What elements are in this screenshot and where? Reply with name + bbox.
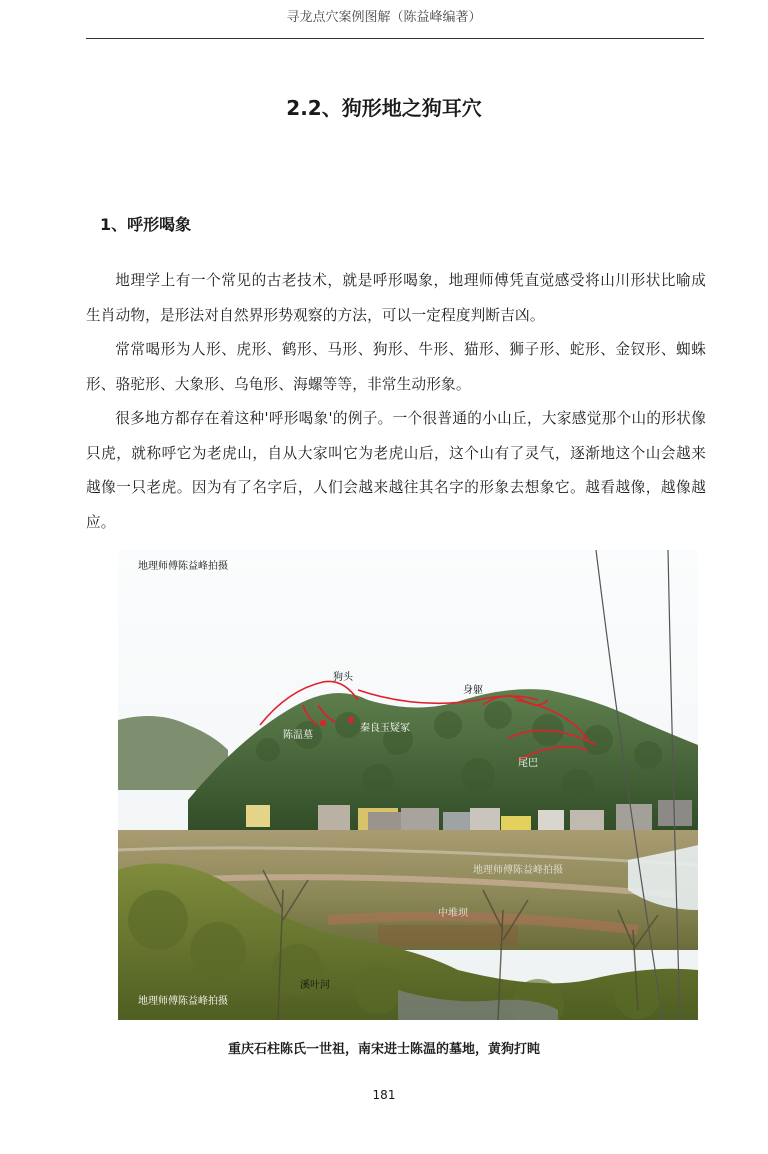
- label-tomb-chenwen: 陈温墓: [283, 730, 313, 741]
- landscape-photo: [118, 550, 698, 1020]
- watermark-mid: 地理师傅陈益峰拍摄: [473, 865, 563, 876]
- label-river: 溪叶河: [300, 980, 330, 991]
- photo-caption: 重庆石柱陈氏一世祖，南宋进士陈温的墓地，黄狗打盹: [227, 1042, 540, 1057]
- tomb-marker-qin: [348, 717, 354, 723]
- header-rule: [86, 38, 704, 39]
- paragraph-2: 常常喝形为人形、虎形、鹤形、马形、狗形、牛形、猫形、狮子形、蛇形、金钗形、蜘蛛形、骆驼形、大象形、乌龟形、海螺等等，非常生动形象。: [86, 341, 706, 393]
- watermark-bottom: 地理师傅陈益峰拍摄: [138, 996, 228, 1007]
- label-body: 身躯: [463, 685, 483, 696]
- section-title: 2.2、狗形地之狗耳穴: [286, 96, 482, 120]
- body-text: [86, 264, 706, 540]
- tomb-marker-chenwen: [320, 720, 326, 726]
- watermark-top: 地理师傅陈益峰拍摄: [138, 561, 228, 572]
- page-number: 181: [372, 1088, 396, 1102]
- label-tail: 尾巴: [518, 758, 538, 769]
- paragraph-1: 地理学上有一个常见的古老技术，就是呼形喝象，地理师傅凭直觉感受将山川形状比喻成生肖动物，是形法对自然界形势观察的方法，可以一定程度判断吉凶。: [86, 272, 706, 324]
- paragraph-3: 很多地方都存在着这种'呼形喝象'的例子。一个很普通的小山丘，大家感觉那个山的形状像只虎，就称呼它为老虎山，自从大家叫它为老虎山后，这个山有了灵气，逐渐地这个山会越来越像一只老虎。因为有了名字后，人们会越来越往其名字的形象去想象它。越看越像，越像越应。: [86, 410, 706, 531]
- label-field: 中堆坝: [438, 908, 468, 919]
- subheading: 1、呼形喝象: [100, 215, 192, 234]
- label-tomb-qin: 秦良玉疑冢: [360, 723, 410, 734]
- running-header: 寻龙点穴案例图解（陈益峰编著）: [286, 10, 482, 25]
- label-head: 狗头: [333, 672, 353, 683]
